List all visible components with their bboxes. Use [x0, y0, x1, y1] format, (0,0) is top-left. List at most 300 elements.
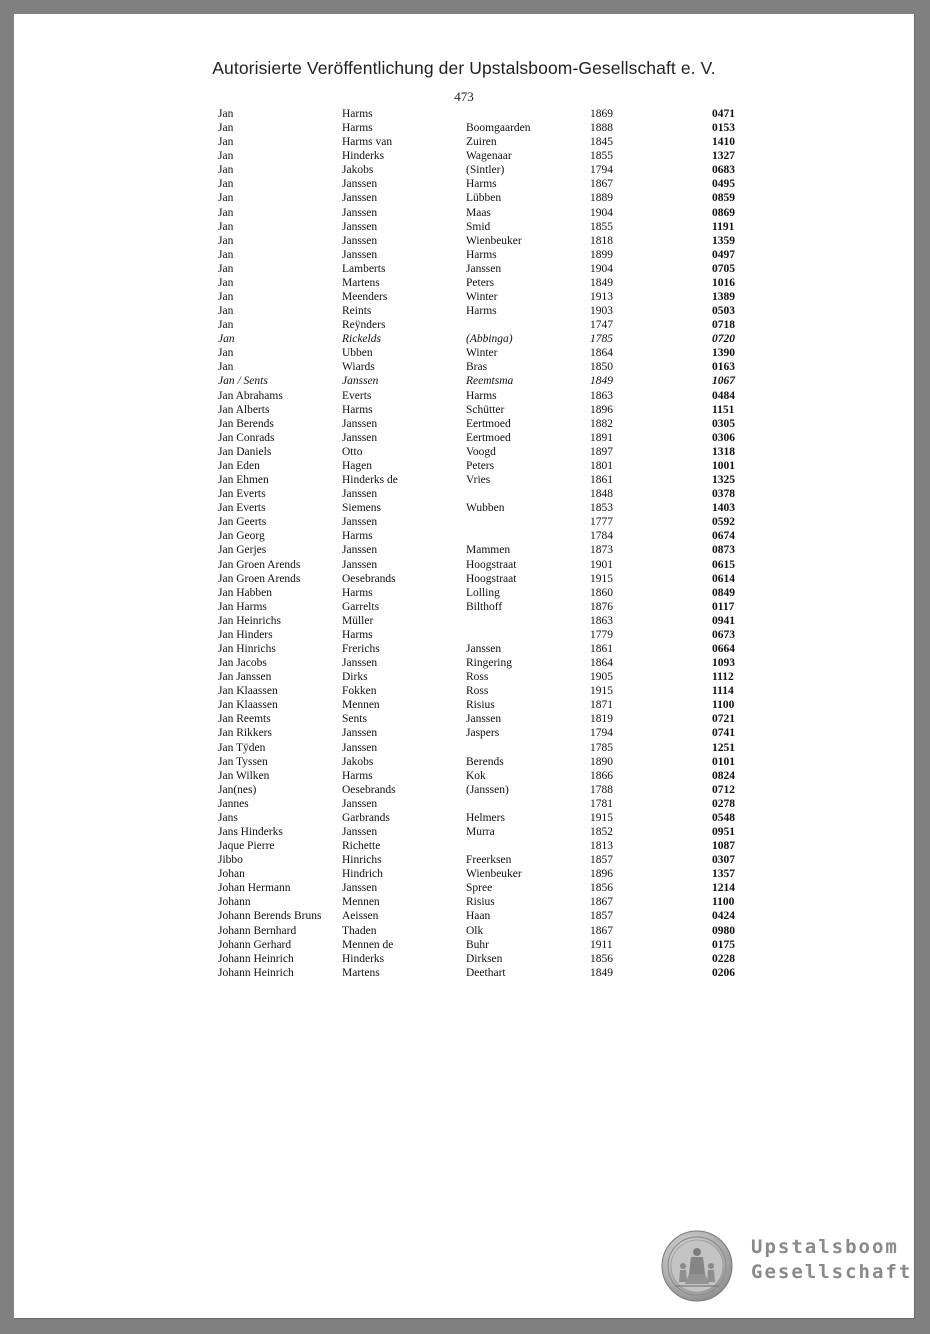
index-row	[218, 290, 758, 304]
given-name: Jan Everts	[218, 488, 266, 501]
patronym: Janssen	[342, 488, 378, 501]
index-row	[218, 938, 758, 952]
surname: Bras	[466, 361, 488, 374]
patronym: Hagen	[342, 459, 373, 472]
given-name: Jan Harms	[218, 600, 267, 613]
patronym: Martens	[342, 276, 380, 289]
surname: Deethart	[466, 966, 506, 979]
given-name: Jan Klaassen	[218, 699, 278, 712]
record-code: 0859	[712, 192, 735, 205]
index-row	[218, 543, 758, 557]
patronym: Dirks	[342, 671, 368, 684]
patronym: Harms	[342, 586, 373, 599]
surname: (Abbinga)	[466, 333, 513, 346]
surname: Spree	[466, 882, 493, 895]
surname: Wienbeuker	[466, 234, 522, 247]
year: 1866	[590, 769, 613, 782]
year: 1901	[590, 558, 613, 571]
surname: Haan	[466, 910, 491, 923]
index-row	[218, 318, 758, 332]
patronym: Thaden	[342, 924, 377, 937]
index-row	[218, 262, 758, 276]
patronym: Everts	[342, 389, 372, 402]
surname: Lübben	[466, 192, 502, 205]
year: 1905	[590, 671, 613, 684]
given-name: Jan Georg	[218, 530, 265, 543]
year: 1813	[590, 840, 613, 853]
surname: Reemtsma	[466, 375, 514, 388]
patronym: Mennen	[342, 699, 380, 712]
year: 1903	[590, 305, 613, 318]
record-code: 0548	[712, 811, 735, 824]
given-name: Jan	[218, 206, 234, 219]
record-code: 0683	[712, 164, 735, 177]
patronym: Janssen	[342, 516, 378, 529]
surname: Risius	[466, 896, 495, 909]
patronym: Aeissen	[342, 910, 379, 923]
record-code: 0869	[712, 206, 735, 219]
record-code: 0101	[712, 755, 735, 768]
surname: Janssen	[466, 713, 502, 726]
surname: (Janssen)	[466, 783, 509, 796]
year: 1891	[590, 431, 613, 444]
record-code: 0278	[712, 797, 735, 810]
patronym: Janssen	[342, 206, 378, 219]
record-code: 0117	[712, 600, 735, 613]
given-name: Jan Everts	[218, 502, 266, 515]
record-code: 1390	[712, 347, 735, 360]
given-name: Jan / Sents	[218, 375, 268, 388]
index-row	[218, 712, 758, 726]
index-row	[218, 191, 758, 205]
given-name: Jans Hinderks	[218, 825, 283, 838]
given-name: Johann Gerhard	[218, 938, 292, 951]
given-name: Jan	[218, 122, 234, 135]
record-code: 1251	[712, 741, 735, 754]
record-code: 0163	[712, 361, 735, 374]
patronym: Martens	[342, 966, 380, 979]
surname: Ross	[466, 671, 489, 684]
page-number: 473	[454, 89, 474, 104]
index-row	[218, 797, 758, 811]
given-name: Jan Hinders	[218, 628, 273, 641]
index-row	[218, 684, 758, 698]
patronym: Siemens	[342, 502, 381, 515]
record-code: 1100	[712, 699, 735, 712]
index-row	[218, 248, 758, 262]
record-code: 1389	[712, 291, 735, 304]
index-row	[218, 811, 758, 825]
year: 1848	[590, 488, 613, 501]
surname: Ringering	[466, 657, 512, 670]
patronym: Jakobs	[342, 164, 374, 177]
index-row	[218, 346, 758, 360]
year: 1818	[590, 234, 613, 247]
patronym: Janssen	[342, 544, 378, 557]
index-row	[218, 234, 758, 248]
patronym: Hinderks	[342, 150, 385, 163]
given-name: Jan	[218, 234, 234, 247]
record-code: 0495	[712, 178, 735, 191]
surname: Peters	[466, 459, 495, 472]
record-code: 1100	[712, 896, 735, 909]
patronym: Harms	[342, 108, 373, 120]
surname: Smid	[466, 220, 491, 233]
patronym: Harms	[342, 403, 373, 416]
patronym: Janssen	[342, 558, 378, 571]
index-row	[218, 431, 758, 445]
record-code: 0951	[712, 825, 735, 838]
record-code: 0153	[712, 122, 735, 135]
patronym: Garbrands	[342, 811, 390, 824]
patronym: Sents	[342, 713, 367, 726]
year: 1777	[590, 516, 613, 529]
index-row	[218, 769, 758, 783]
index-row	[218, 600, 758, 614]
year: 1856	[590, 882, 613, 895]
given-name: Jan Eden	[218, 459, 260, 472]
record-code: 0592	[712, 516, 735, 529]
patronym: Ubben	[342, 347, 373, 360]
patronym: Harms	[342, 769, 373, 782]
given-name: Jan Geerts	[218, 516, 267, 529]
index-row	[218, 445, 758, 459]
year: 1897	[590, 445, 613, 458]
patronym: Garrelts	[342, 600, 380, 613]
record-code: 1357	[712, 868, 735, 881]
given-name: Jan	[218, 347, 234, 360]
given-name: Jan Rikkers	[218, 727, 272, 740]
given-name: Jan Klaassen	[218, 685, 278, 698]
record-code: 0228	[712, 952, 735, 965]
year: 1860	[590, 586, 613, 599]
patronym: Janssen	[342, 375, 379, 388]
year: 1911	[590, 938, 613, 951]
index-row	[218, 726, 758, 740]
record-code: 0980	[712, 924, 735, 937]
index-row	[218, 206, 758, 220]
patronym: Fokken	[342, 685, 377, 698]
index-row	[218, 360, 758, 374]
patronym: Janssen	[342, 882, 378, 895]
year: 1861	[590, 642, 613, 655]
year: 1915	[590, 685, 613, 698]
given-name: Jan Tÿden	[218, 741, 266, 754]
index-row	[218, 755, 758, 769]
patronym: Janssen	[342, 192, 378, 205]
record-code: 0378	[712, 488, 735, 501]
record-code: 1087	[712, 840, 735, 853]
year: 1845	[590, 136, 613, 149]
surname: Zuiren	[466, 136, 497, 149]
year: 1747	[590, 319, 613, 332]
surname: Harms	[466, 389, 497, 402]
patronym: Lamberts	[342, 262, 386, 275]
given-name: Jan Ehmen	[218, 474, 269, 487]
index-row	[218, 614, 758, 628]
year: 1785	[590, 741, 613, 754]
surname: Harms	[466, 305, 497, 318]
index-row	[218, 163, 758, 177]
record-code: 0664	[712, 642, 735, 655]
logo-line-2: Gesellschaft	[751, 1261, 913, 1283]
year: 1890	[590, 755, 613, 768]
patronym: Mennen	[342, 896, 380, 909]
record-code: 0718	[712, 319, 735, 332]
index-row	[218, 783, 758, 797]
record-code: 0503	[712, 305, 735, 318]
index-row	[218, 332, 758, 346]
patronym: Harms	[342, 530, 373, 543]
year: 1882	[590, 417, 613, 430]
record-code: 0306	[712, 431, 735, 444]
year: 1850	[590, 361, 613, 374]
given-name: Jaque Pierre	[218, 840, 275, 853]
surname: Eertmoed	[466, 417, 511, 430]
record-code: 1410	[712, 136, 735, 149]
patronym: Hinderks de	[342, 474, 398, 487]
year: 1889	[590, 192, 613, 205]
year: 1864	[590, 657, 613, 670]
index-row	[218, 670, 758, 684]
record-code: 0674	[712, 530, 735, 543]
given-name: Jan Conrads	[218, 431, 275, 444]
given-name: Jan Jacobs	[218, 657, 267, 670]
surname: Eertmoed	[466, 431, 511, 444]
index-row	[218, 924, 758, 938]
index-row	[218, 487, 758, 501]
document-page	[14, 14, 914, 1318]
given-name: Jan Habben	[218, 586, 272, 599]
given-name: Jan	[218, 108, 234, 120]
index-row	[218, 389, 758, 403]
index-row	[218, 473, 758, 487]
year: 1853	[590, 502, 613, 515]
logo-line-1: Upstalsboom	[751, 1236, 899, 1258]
index-row	[218, 839, 758, 853]
record-code: 0721	[712, 713, 735, 726]
given-name: Jan Tyssen	[218, 755, 268, 768]
surname: Peters	[466, 276, 495, 289]
given-name: Jan Daniels	[218, 445, 272, 458]
year: 1855	[590, 220, 613, 233]
given-name: Jan Groen Arends	[218, 572, 301, 585]
record-code: 1112	[712, 671, 734, 684]
surname: Boomgaarden	[466, 122, 531, 135]
index-row	[218, 107, 758, 121]
given-name: Jan	[218, 291, 234, 304]
index-row	[218, 572, 758, 586]
record-code: 0705	[712, 262, 735, 275]
surname: Winter	[466, 291, 498, 304]
patronym: Harms	[342, 628, 373, 641]
patronym: Janssen	[342, 657, 378, 670]
year: 1863	[590, 389, 613, 402]
record-code: 0873	[712, 544, 735, 557]
year: 1873	[590, 544, 613, 557]
given-name: Jan Groen Arends	[218, 558, 301, 571]
given-name: Jan	[218, 150, 234, 163]
index-row	[218, 403, 758, 417]
patronym: Hinrichs	[342, 854, 382, 867]
record-code: 1016	[712, 276, 735, 289]
index-row	[218, 459, 758, 473]
given-name: Johann Bernhard	[218, 924, 297, 937]
given-name: Jibbo	[218, 854, 243, 867]
given-name: Jan Abrahams	[218, 389, 283, 402]
given-name: Jan	[218, 276, 234, 289]
year: 1896	[590, 868, 613, 881]
patronym: Rickelds	[342, 333, 381, 346]
year: 1849	[590, 276, 613, 289]
record-code: 0307	[712, 854, 735, 867]
given-name: Jan	[218, 333, 235, 346]
given-name: Jan	[218, 136, 234, 149]
year: 1913	[590, 291, 613, 304]
surname: Kok	[466, 769, 486, 782]
surname: (Sintler)	[466, 164, 505, 177]
index-row	[218, 853, 758, 867]
index-row	[218, 558, 758, 572]
year: 1779	[590, 628, 613, 641]
patronym: Mennen de	[342, 938, 394, 951]
surname: Dirksen	[466, 952, 503, 965]
record-code: 1001	[712, 459, 735, 472]
given-name: Jan	[218, 192, 234, 205]
patronym: Janssen	[342, 234, 378, 247]
surname: Winter	[466, 347, 498, 360]
patronym: Frerichs	[342, 642, 380, 655]
surname: Harms	[466, 178, 497, 191]
surname: Risius	[466, 699, 495, 712]
patronym: Janssen	[342, 741, 378, 754]
year: 1857	[590, 854, 613, 867]
index-row	[218, 529, 758, 543]
record-code: 0206	[712, 966, 735, 979]
year: 1915	[590, 572, 613, 585]
record-code: 1325	[712, 474, 735, 487]
surname: Schütter	[466, 403, 505, 416]
index-row	[218, 417, 758, 431]
year: 1888	[590, 122, 613, 135]
surname: Maas	[466, 206, 491, 219]
year: 1867	[590, 924, 613, 937]
record-code: 0615	[712, 558, 735, 571]
patronym: Janssen	[342, 727, 378, 740]
patronym: Janssen	[342, 825, 378, 838]
given-name: Jan Reemts	[218, 713, 271, 726]
given-name: Johan	[218, 868, 245, 881]
record-code: 0305	[712, 417, 735, 430]
surname: Harms	[466, 248, 497, 261]
year: 1857	[590, 910, 613, 923]
index-row	[218, 628, 758, 642]
patronym: Otto	[342, 445, 363, 458]
record-code: 0741	[712, 727, 735, 740]
page-header-title: Autorisierte Veröffentlichung der Upstalsboom-Gesellschaft e. V.	[212, 58, 716, 78]
patronym: Oesebrands	[342, 783, 396, 796]
surname: Helmers	[466, 811, 505, 824]
year: 1896	[590, 403, 613, 416]
year: 1871	[590, 699, 613, 712]
patronym: Harms	[342, 122, 373, 135]
patronym: Müller	[342, 614, 374, 627]
surname: Buhr	[466, 938, 489, 951]
record-code: 1151	[712, 403, 735, 416]
surname: Wubben	[466, 502, 505, 515]
record-code: 1327	[712, 150, 735, 163]
record-code: 1214	[712, 882, 735, 895]
record-code: 0614	[712, 572, 735, 585]
patronym: Jakobs	[342, 755, 374, 768]
given-name: Jan	[218, 319, 234, 332]
index-row	[218, 966, 758, 980]
year: 1867	[590, 896, 613, 909]
patronym: Janssen	[342, 417, 378, 430]
record-code: 1318	[712, 445, 735, 458]
given-name: Jan	[218, 164, 234, 177]
given-name: Jan(nes)	[218, 783, 257, 796]
given-name: Johan Hermann	[218, 882, 291, 895]
index-row	[218, 374, 758, 388]
index-row	[218, 177, 758, 191]
year: 1819	[590, 713, 613, 726]
index-row	[218, 501, 758, 515]
surname: Berends	[466, 755, 504, 768]
record-code: 0824	[712, 769, 735, 782]
patronym: Hindrich	[342, 868, 383, 881]
year: 1852	[590, 825, 613, 838]
index-row	[218, 825, 758, 839]
given-name: Jan	[218, 248, 234, 261]
year: 1864	[590, 347, 613, 360]
surname: Lolling	[466, 586, 500, 599]
record-code: 0720	[712, 333, 735, 346]
patronym: Oesebrands	[342, 572, 396, 585]
year: 1785	[590, 333, 613, 346]
year: 1856	[590, 952, 613, 965]
record-code: 0497	[712, 248, 735, 261]
patronym: Janssen	[342, 178, 378, 191]
index-row	[218, 642, 758, 656]
record-code: 0712	[712, 783, 735, 796]
index-row	[218, 656, 758, 670]
record-code: 0471	[712, 108, 735, 120]
surname: Wienbeuker	[466, 868, 522, 881]
year: 1784	[590, 530, 613, 543]
patronym: Reÿnders	[342, 319, 386, 332]
record-code: 1403	[712, 502, 735, 515]
year: 1899	[590, 248, 613, 261]
patronym: Wiards	[342, 361, 375, 374]
patronym: Janssen	[342, 220, 378, 233]
record-code: 1114	[712, 685, 734, 698]
year: 1904	[590, 206, 613, 219]
given-name: Jan Heinrichs	[218, 614, 281, 627]
society-logo	[661, 1230, 913, 1306]
patronym: Richette	[342, 840, 381, 853]
surname: Mammen	[466, 544, 511, 557]
year: 1781	[590, 797, 613, 810]
year: 1794	[590, 727, 613, 740]
year: 1855	[590, 150, 613, 163]
given-name: Jan Berends	[218, 417, 274, 430]
year: 1915	[590, 811, 613, 824]
given-name: Jan	[218, 220, 234, 233]
record-code: 1191	[712, 220, 735, 233]
record-code: 0175	[712, 938, 735, 951]
logo-wordmark	[751, 1235, 912, 1285]
